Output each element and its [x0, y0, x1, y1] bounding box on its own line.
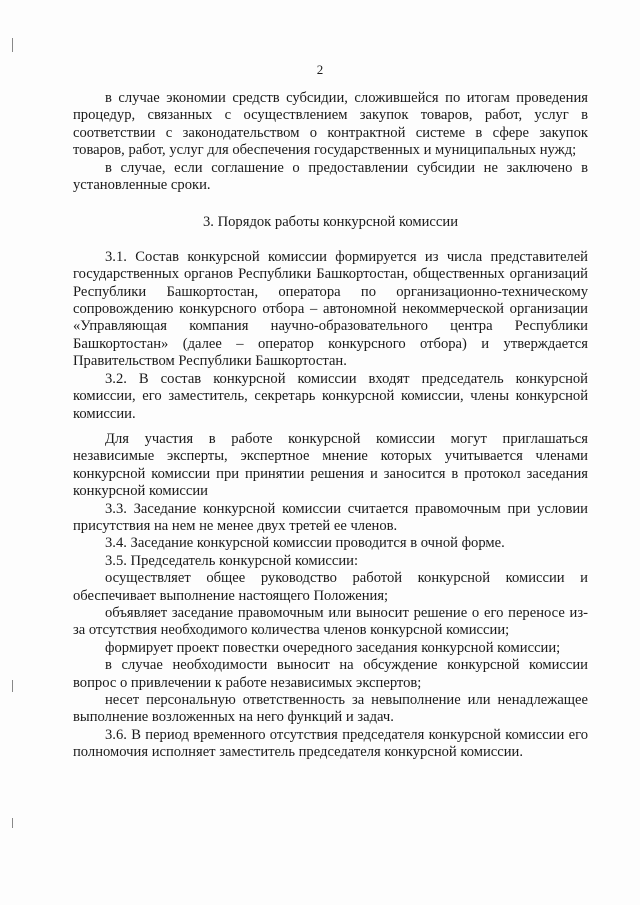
document-body	[73, 90, 588, 762]
paragraph: в случае необходимости выносит на обсуждение конкурсной комиссии вопрос о привлечении к работе независимых экспертов;	[73, 657, 588, 691]
paragraph: 3.5. Председатель конкурсной комиссии:	[105, 552, 359, 569]
paragraph: 3.1. Состав конкурсной комиссии формируется из числа представителей государственных органов Республики Башкортостан, общественных организаций Республики Башкортостан, оператора по организационно-техническому сопровождению конкурсного отбора – автономной некоммерческой организации «Управляющая компания научно-образовательного центра Республики Башкортостан» (далее – оператор конкурсного отбора) и утверждается Правительством Республики Башкортостан.	[73, 248, 588, 370]
paragraph: Для участия в работе конкурсной комиссии могут приглашаться независимые эксперты, экспертное мнение которых учитывается членами конкурсной комиссии при принятии решения и заносится в протокол заседания конкурсной комиссии	[73, 430, 588, 500]
paragraph: 3.6. В период временного отсутствия председателя конкурсной комиссии его полномочия исполняет заместитель председателя конкурсной комиссии.	[73, 726, 588, 761]
paragraph: 3.4. Заседание конкурсной комиссии проводится в очной форме.	[105, 535, 505, 552]
paragraph: 3.3. Заседание конкурсной комиссии считается правомочным при условии присутствия на нем не менее двух третей ее членов.	[73, 500, 588, 534]
scan-edge-mark	[12, 818, 13, 828]
paragraph: в случае, если соглашение о предоставлении субсидии не заключено в установленные сроки.	[73, 159, 588, 194]
paragraph: объявляет заседание правомочным или выносит решение о его переносе из-за отсутствия необходимого количества членов конкурсной комиссии;	[73, 604, 588, 639]
scan-edge-mark	[12, 680, 13, 692]
section-heading: 3. Порядок работы конкурсной комиссии	[203, 214, 458, 231]
scan-edge-mark	[12, 38, 13, 52]
page-number: 2	[316, 62, 324, 77]
paragraph: осуществляет общее руководство работой конкурсной комиссии и обеспечивает выполнение настоящего Положения;	[73, 570, 588, 604]
paragraph: формирует проект повестки очередного заседания конкурсной комиссии;	[105, 639, 561, 656]
paragraph: 3.2. В состав конкурсной комиссии входят председатель конкурсной комиссии, его заместитель, секретарь конкурсной комиссии, члены конкурсной комиссии.	[73, 370, 588, 422]
paragraph: несет персональную ответственность за невыполнение или ненадлежащее выполнение возложенных на него функций и задач.	[73, 692, 588, 726]
paragraph: в случае экономии средств субсидии, сложившейся по итогам проведения процедур, связанных с осуществлением закупок товаров, работ, услуг в соответствии с законодательством о контрактной системе в сфере закупок товаров, работ, услуг для обеспечения государственных и муниципальных нужд;	[73, 90, 588, 159]
